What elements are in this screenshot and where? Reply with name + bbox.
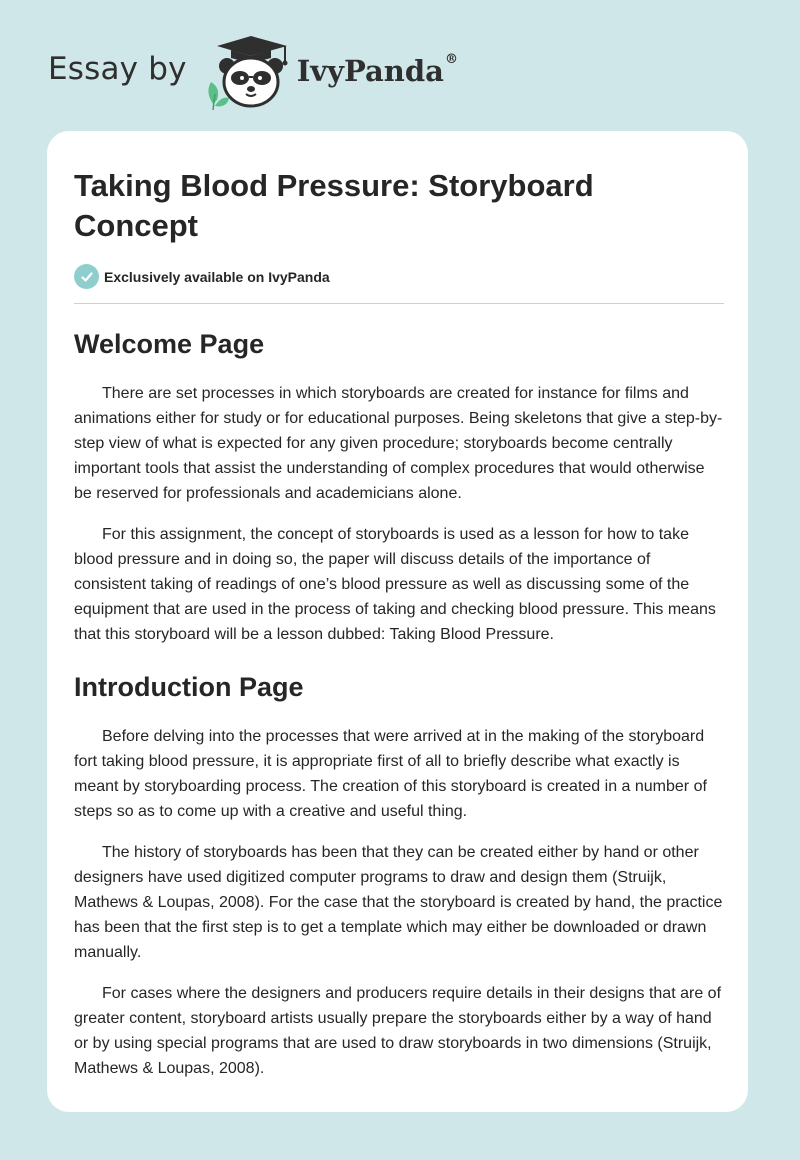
paragraph: Before delving into the processes that were arrived at in the making of the storyboard fort taking blood pressure, it is appropriate first of all to briefly describe what exactly is meant by storyboarding process. The creation of this storyboard is created in a number of steps so as to come up with a creative and useful thing. [74, 728, 707, 820]
exclusive-notice [74, 264, 330, 289]
brand-text: IvyPanda [296, 54, 444, 88]
brand-name[interactable] [297, 54, 458, 88]
paragraph: For this assignment, the concept of storyboards is used as a lesson for how to take blood pressure and in doing so, the paper will discuss details of the importance of consistent taking of readings of one’s blood pressure as well as discussing some of the equipment that are used in the process of taking and checking blood pressure. This means that this storyboard will be a lesson dubbed: Taking Blood Pressure. [74, 526, 716, 643]
paragraph: For cases where the designers and producers require details in their designs that are of greater content, storyboard artists usually prepare the storyboards either by a way of hand or by using special programs that are used to draw storyboards in two dimensions (Struijk, Mathews & Loupas, 2008). [74, 985, 722, 1077]
title-divider [74, 303, 724, 304]
section-heading: Welcome Page [74, 329, 265, 359]
registered-mark: ® [444, 52, 458, 67]
section-introduction [74, 670, 724, 1081]
site-header [48, 34, 458, 110]
paragraph: There are set processes in which storyboards are created for instance for films and animations either for study or for educational purposes. Being skeletons that give a step-by-step view of what is expected for any given procedure; storyboards become centrally important tools that assist the understanding of complex procedures that would otherwise be reserved for professionals and academicians alone. [74, 385, 723, 502]
paragraph: The history of storyboards has been that they can be created either by hand or other designers have used digitized computer programs to draw and design them (Struijk, Mathews & Loupas, 2008). For the case that the storyboard is created by hand, the practice has been that the first step is to get a template which may either be downloaded or drawn manually. [74, 844, 723, 961]
article-title: Taking Blood Pressure: Storyboard Concept [74, 168, 594, 243]
section-heading: Introduction Page [74, 672, 304, 702]
exclusive-label: Exclusively available on IvyPanda [104, 268, 330, 285]
article-card [47, 131, 748, 1112]
section-welcome [74, 327, 724, 647]
check-circle-icon [74, 264, 99, 289]
essay-by-label: Essay by [48, 51, 187, 87]
panda-graduate-logo-icon[interactable] [201, 34, 291, 110]
